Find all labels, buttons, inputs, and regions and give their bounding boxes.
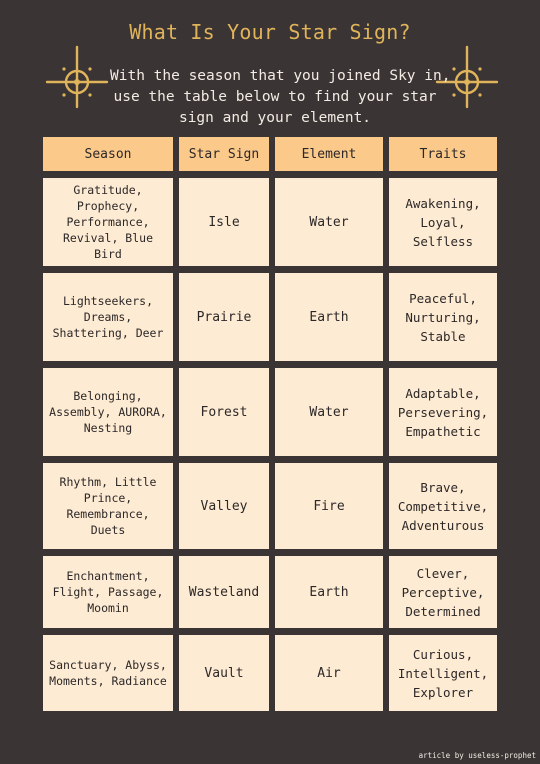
star-sign-cell: Prairie (179, 273, 269, 361)
season-cell-line: Assembly, AURORA, (49, 405, 167, 419)
traits-cell-line: Peaceful, (409, 290, 477, 306)
season-cell (43, 273, 173, 361)
element-cell: Water (275, 178, 383, 266)
traits-cell-line: Explorer (412, 684, 474, 700)
traits-cell-line: Adaptable, (405, 385, 481, 401)
star-sign-cell: Isle (179, 178, 269, 266)
star-sign-cell: Vault (179, 635, 269, 711)
traits-cell-line: Selfless (412, 233, 474, 249)
season-cell (43, 463, 173, 549)
season-cell (43, 178, 173, 266)
season-cell-line: Duets (90, 523, 126, 537)
intro-line: sign and your element. (178, 110, 372, 126)
intro-text (110, 66, 451, 129)
traits-cell-line: Empathetic (405, 423, 481, 439)
traits-cell-line: Competitive, (397, 498, 489, 514)
traits-cell-line: Perceptive, (401, 584, 485, 600)
star-sign-cell: Valley (179, 463, 269, 549)
traits-cell-line: Nurturing, (405, 309, 481, 325)
credit-text: article by useless-prophet (418, 751, 536, 760)
traits-cell (389, 556, 497, 628)
header-star-sign: Star Sign (179, 137, 269, 171)
season-cell-line: Gratitude, (73, 183, 143, 197)
star-compass-icon (44, 44, 110, 110)
traits-cell-line: Clever, (416, 565, 470, 581)
season-cell-line: Nesting (83, 421, 133, 435)
traits-cell (389, 463, 497, 549)
traits-cell-line: Brave, (420, 479, 466, 495)
traits-cell (389, 635, 497, 711)
season-cell-line: Rhythm, Little (59, 475, 157, 489)
star-sign-cell: Forest (179, 368, 269, 456)
header-traits: Traits (389, 137, 497, 171)
season-cell-line: Moomin (87, 601, 129, 615)
star-sign-table (43, 137, 497, 711)
intro-line: With the season that you joined Sky in, (110, 68, 451, 84)
traits-cell-line: Awakening, (405, 195, 481, 211)
season-cell-line: Performance, (66, 215, 150, 229)
traits-cell-line: Loyal, (420, 214, 466, 230)
traits-cell (389, 273, 497, 361)
traits-cell-line: Determined (405, 603, 481, 619)
season-cell-line: Revival, Blue Bird (62, 231, 153, 261)
traits-cell-line: Curious, (412, 646, 474, 662)
traits-cell-line: Stable (420, 328, 466, 344)
season-cell (43, 635, 173, 711)
season-cell-line: Shattering, Deer (52, 326, 164, 340)
intro-line: use the table below to find your star (113, 89, 437, 105)
element-cell: Fire (275, 463, 383, 549)
season-cell (43, 368, 173, 456)
traits-cell-line: Adventurous (401, 517, 485, 533)
traits-cell-line: Intelligent, (397, 665, 489, 681)
traits-cell (389, 178, 497, 266)
season-cell-line: Prophecy, (76, 199, 140, 213)
season-cell-line: Moments, Radiance (49, 674, 167, 688)
season-cell-line: Lightseekers, (62, 294, 153, 308)
header-season: Season (43, 137, 173, 171)
element-cell: Earth (275, 556, 383, 628)
season-cell-line: Prince, (83, 491, 133, 505)
season-cell (43, 556, 173, 628)
season-cell-line: Belonging, (73, 389, 143, 403)
traits-cell-line: Persevering, (397, 404, 489, 420)
star-sign-cell: Wasteland (179, 556, 269, 628)
header-element: Element (275, 137, 383, 171)
element-cell: Air (275, 635, 383, 711)
element-cell: Water (275, 368, 383, 456)
season-cell-line: Remembrance, (66, 507, 150, 521)
season-cell-line: Flight, Passage, (52, 585, 164, 599)
season-cell-line: Sanctuary, Abyss, (49, 658, 167, 672)
element-cell: Earth (275, 273, 383, 361)
traits-cell (389, 368, 497, 456)
season-cell-line: Dreams, (83, 310, 133, 324)
season-cell-line: Enchantment, (66, 569, 150, 583)
page-title: What Is Your Star Sign? (129, 20, 411, 44)
